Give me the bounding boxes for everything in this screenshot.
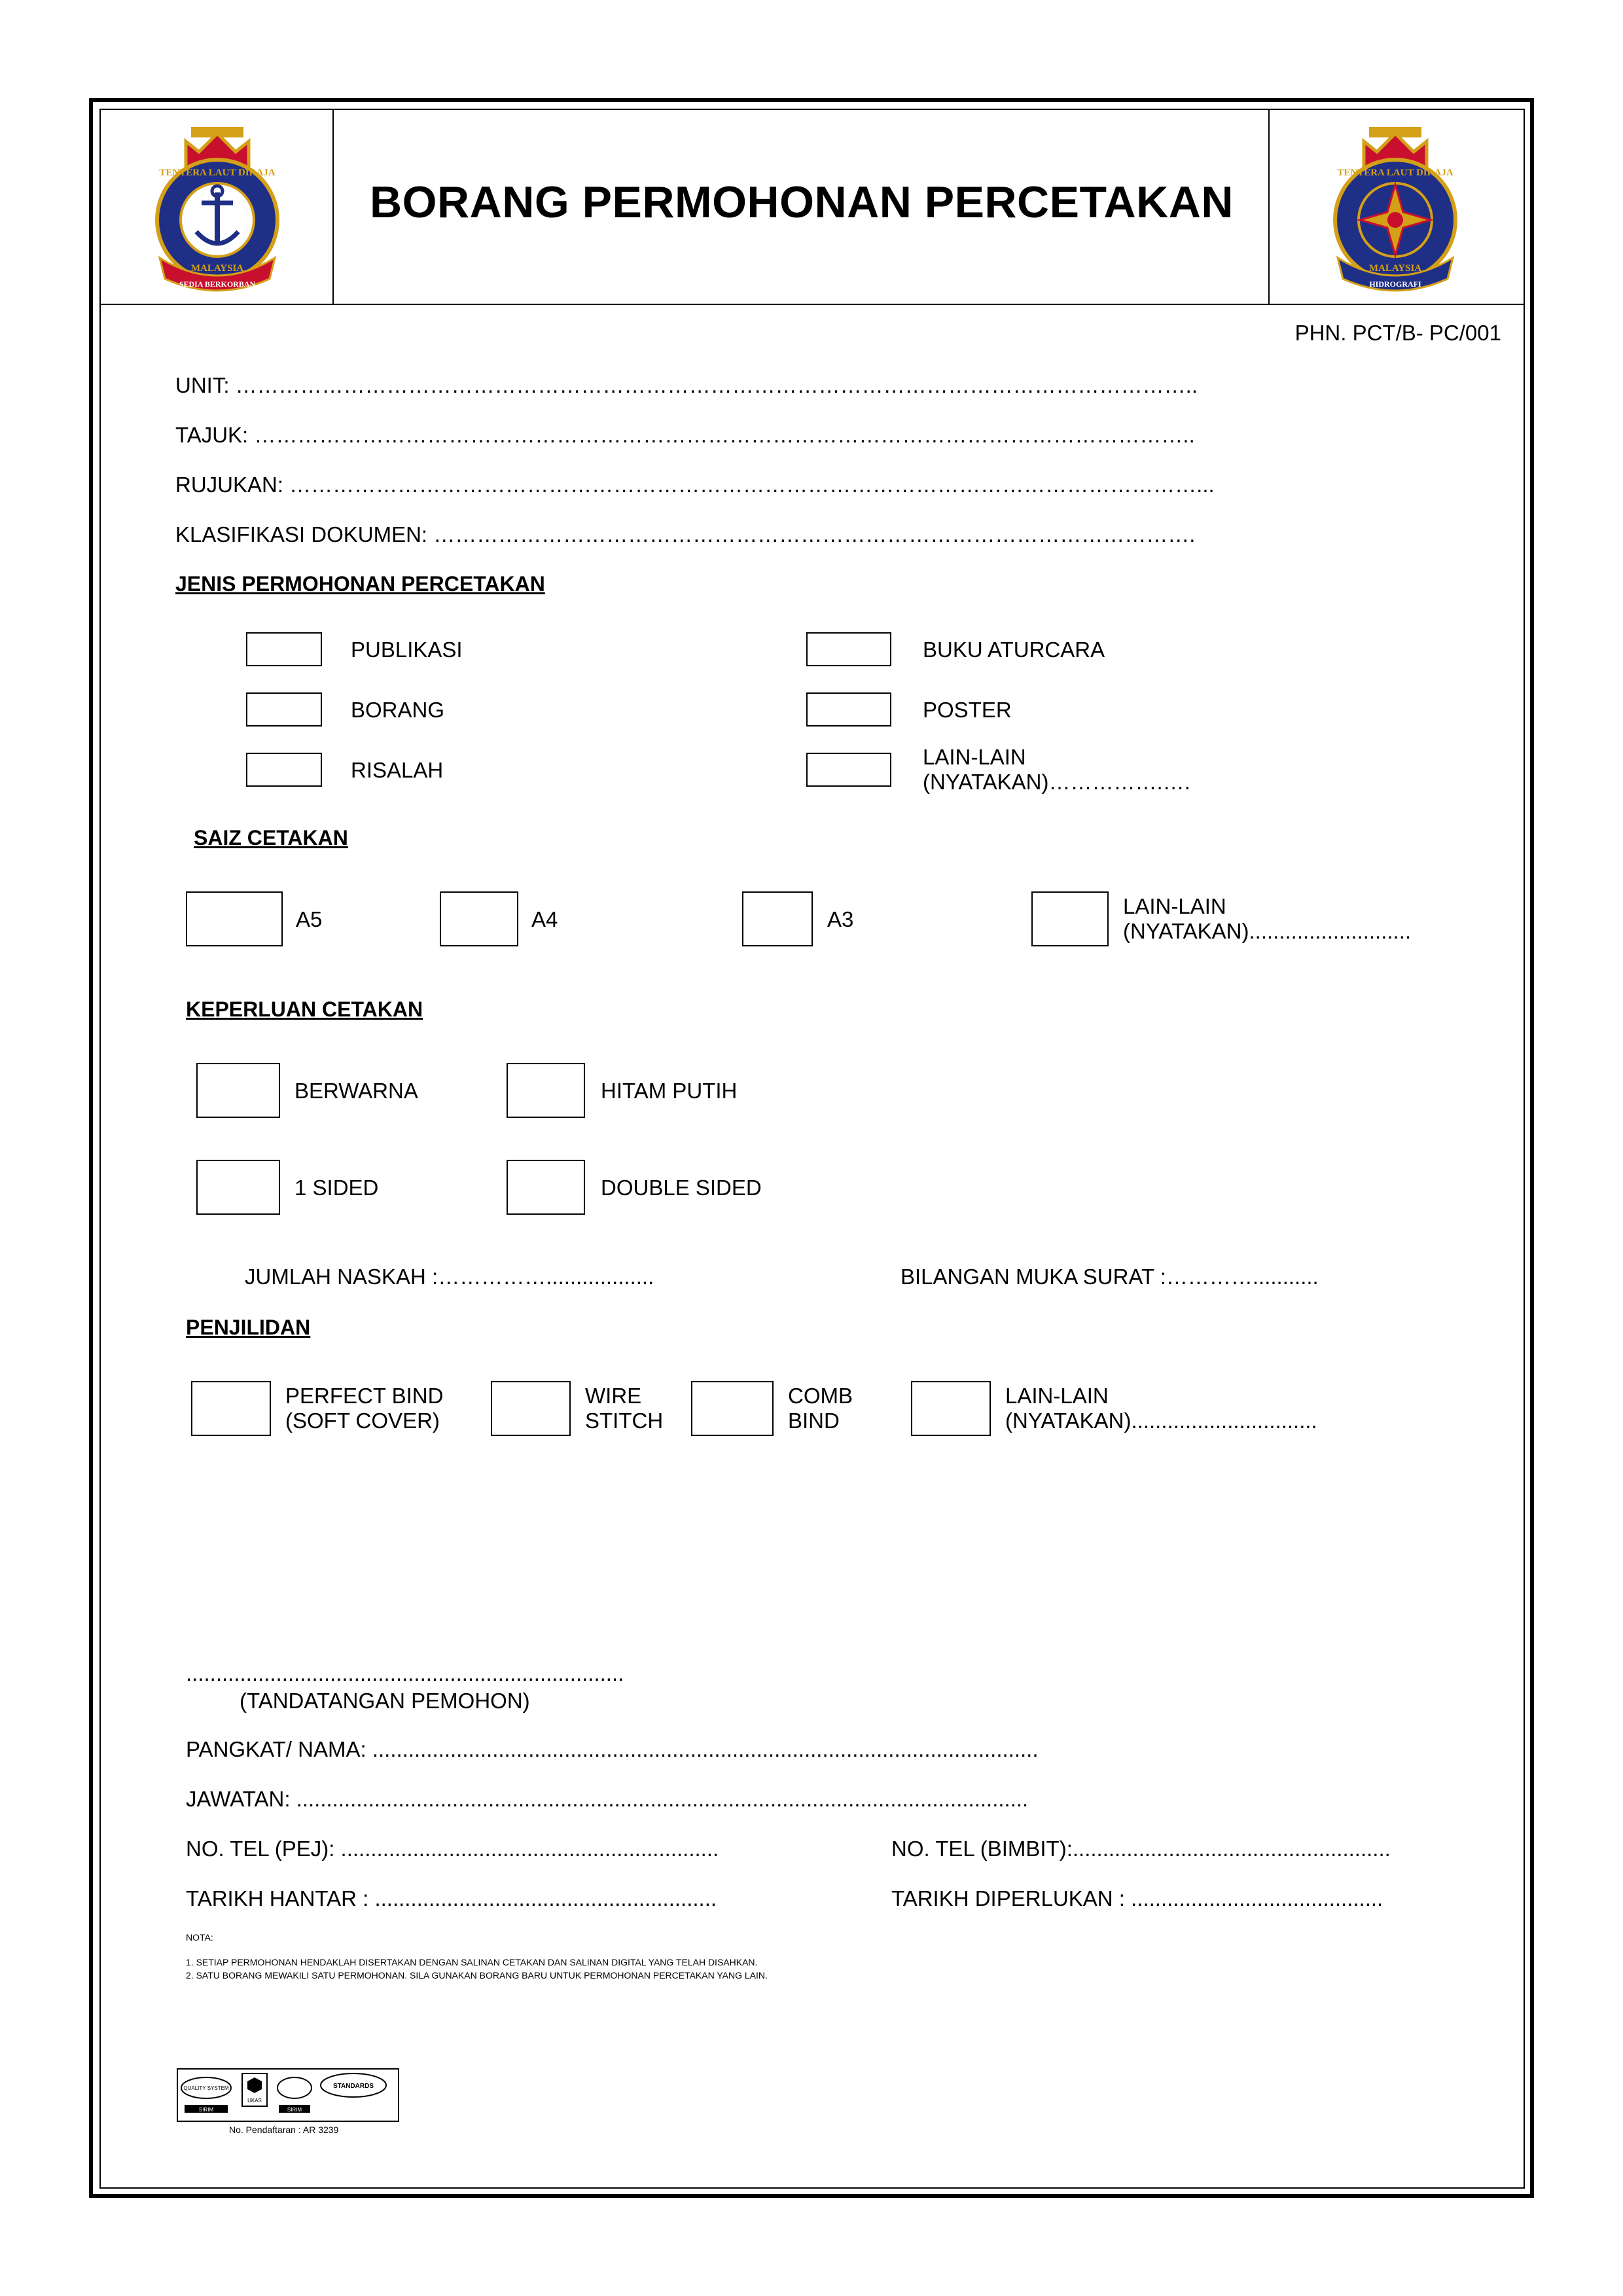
label-perfect-bind-2: (SOFT COVER) <box>285 1408 440 1433</box>
keperluan-heading: KEPERLUAN CETAKAN <box>186 997 423 1021</box>
rujukan-field[interactable]: RUJUKAN: ………………………………………………………………………………………………………………... <box>175 473 1215 497</box>
signature-caption: (TANDATANGAN PEMOHON) <box>240 1689 530 1713</box>
jumlah-naskah-field[interactable]: JUMLAH NASKAH :…………….................. <box>245 1265 654 1289</box>
label-penjilidan-lain-lain-1: LAIN-LAIN <box>1005 1384 1109 1408</box>
label-berwarna: BERWARNA <box>294 1079 418 1103</box>
ukas-text: UKAS <box>247 2098 262 2104</box>
right-crest-bottom-text: MALAYSIA <box>1368 263 1422 274</box>
checkbox-wire-stitch[interactable] <box>491 1381 571 1436</box>
standards-text: STANDARDS <box>332 2083 374 2090</box>
label-jenis-lain-lain-1: LAIN-LAIN <box>923 745 1026 769</box>
saiz-heading: SAIZ CETAKAN <box>194 826 348 850</box>
bilangan-muka-surat-field[interactable]: BILANGAN MUKA SURAT :…………........... <box>901 1265 1319 1289</box>
checkbox-perfect-bind[interactable] <box>191 1381 271 1436</box>
unit-field[interactable]: UNIT: …………………………………………………………………………………………………………………….. <box>175 373 1198 397</box>
checkbox-publikasi[interactable] <box>246 632 322 666</box>
checkbox-double-sided[interactable] <box>507 1160 585 1215</box>
checkbox-saiz-lain-lain[interactable] <box>1031 891 1109 946</box>
label-double-sided: DOUBLE SIDED <box>601 1175 762 1200</box>
sirim-text-2: SIRIM <box>287 2107 302 2113</box>
label-borang: BORANG <box>351 698 445 722</box>
checkbox-borang[interactable] <box>246 692 322 726</box>
page-frame-inner <box>99 109 1525 2189</box>
tarikh-hantar-field[interactable]: TARIKH HANTAR : ......................................................... <box>186 1886 717 1910</box>
quality-system-text: QUALITY SYSTEM <box>183 2085 229 2091</box>
navy-crest-icon <box>145 122 289 292</box>
label-penjilidan-lain-lain-2: (NYATAKAN)............................... <box>1005 1408 1317 1433</box>
label-comb-bind-1: COMB <box>788 1384 853 1408</box>
checkbox-a3[interactable] <box>742 891 813 946</box>
label-buku-aturcara: BUKU ATURCARA <box>923 637 1105 662</box>
label-wire-stitch-2: STITCH <box>585 1408 664 1433</box>
page-title: BORANG PERMOHONAN PERCETAKAN <box>370 177 1234 227</box>
label-a3: A3 <box>827 907 854 931</box>
checkbox-hitam-putih[interactable] <box>507 1063 585 1118</box>
tel-pej-field[interactable]: NO. TEL (PEJ): ............................................................... <box>186 1837 719 1861</box>
nota-item-2: 2. SATU BORANG MEWAKILI SATU PERMOHONAN. SILA GUNAKAN BORANG BARU UNTUK PERMOHONAN PERCETAKAN YANG LAIN. <box>186 1970 768 1981</box>
label-perfect-bind-1: PERFECT BIND <box>285 1384 444 1408</box>
label-1-sided: 1 SIDED <box>294 1175 379 1200</box>
label-a4: A4 <box>531 907 558 931</box>
jawatan-field[interactable]: JAWATAN: .......................................................................................................................... <box>186 1787 1029 1811</box>
label-jenis-lain-lain-2: (NYATAKAN)…………….…. <box>923 770 1190 794</box>
penjilidan-heading: PENJILIDAN <box>186 1316 311 1339</box>
checkbox-a5[interactable] <box>186 891 283 946</box>
label-risalah: RISALAH <box>351 758 444 782</box>
label-saiz-lain-lain-1: LAIN-LAIN <box>1123 894 1226 918</box>
label-a5: A5 <box>296 907 323 931</box>
right-crest-motto: HIDROGRAFI <box>1369 279 1421 289</box>
checkbox-risalah[interactable] <box>246 753 322 787</box>
left-crest-bottom-text: MALAYSIA <box>190 263 244 274</box>
label-poster: POSTER <box>923 698 1012 722</box>
nota-item-1: 1. SETIAP PERMOHONAN HENDAKLAH DISERTAKAN DENGAN SALINAN CETAKAN DAN SALINAN DIGITAL YANG TELAH DISAHKAN. <box>186 1957 758 1967</box>
checkbox-jenis-lain-lain[interactable] <box>806 753 891 787</box>
sirim-text-1: SIRIM <box>198 2107 214 2113</box>
tajuk-field[interactable]: TAJUK: ………………………………………………………………………………………………………………….. <box>175 423 1195 447</box>
signature-line[interactable]: ......................................................................... <box>186 1661 624 1685</box>
checkbox-penjilidan-lain-lain[interactable] <box>911 1381 991 1436</box>
certification-logos <box>177 2068 399 2122</box>
left-crest-motto: SEDIA BERKORBAN <box>179 279 256 289</box>
checkbox-buku-aturcara[interactable] <box>806 632 891 666</box>
label-publikasi: PUBLIKASI <box>351 637 463 662</box>
label-saiz-lain-lain-2: (NYATAKAN)........................... <box>1123 919 1412 943</box>
tarikh-diperlukan-field[interactable]: TARIKH DIPERLUKAN : .......................................... <box>891 1886 1383 1910</box>
tel-bimbit-field[interactable]: NO. TEL (BIMBIT):..................................................... <box>891 1837 1391 1861</box>
checkbox-berwarna[interactable] <box>196 1063 280 1118</box>
checkbox-poster[interactable] <box>806 692 891 726</box>
registration-number: No. Pendaftaran : AR 3239 <box>229 2125 339 2135</box>
jenis-heading: JENIS PERMOHONAN PERCETAKAN <box>175 572 545 596</box>
checkbox-comb-bind[interactable] <box>691 1381 774 1436</box>
checkbox-1-sided[interactable] <box>196 1160 280 1215</box>
left-crest-ring-text: TENTERA LAUT DIRAJA <box>159 168 276 178</box>
klasifikasi-field[interactable]: KLASIFIKASI DOKUMEN: ……………………………………………………………………………………………. <box>175 522 1196 547</box>
label-hitam-putih: HITAM PUTIH <box>601 1079 738 1103</box>
form-reference: PHN. PCT/B- PC/001 <box>1294 321 1501 345</box>
hydrographic-crest-icon <box>1323 122 1467 292</box>
pangkat-nama-field[interactable]: PANGKAT/ NAMA: ............................................................................................................... <box>186 1737 1039 1761</box>
label-comb-bind-2: BIND <box>788 1408 840 1433</box>
nota-heading: NOTA: <box>186 1932 213 1943</box>
right-crest-ring-text: TENTERA LAUT DIRAJA <box>1337 168 1454 178</box>
checkbox-a4[interactable] <box>440 891 518 946</box>
label-wire-stitch-1: WIRE <box>585 1384 642 1408</box>
